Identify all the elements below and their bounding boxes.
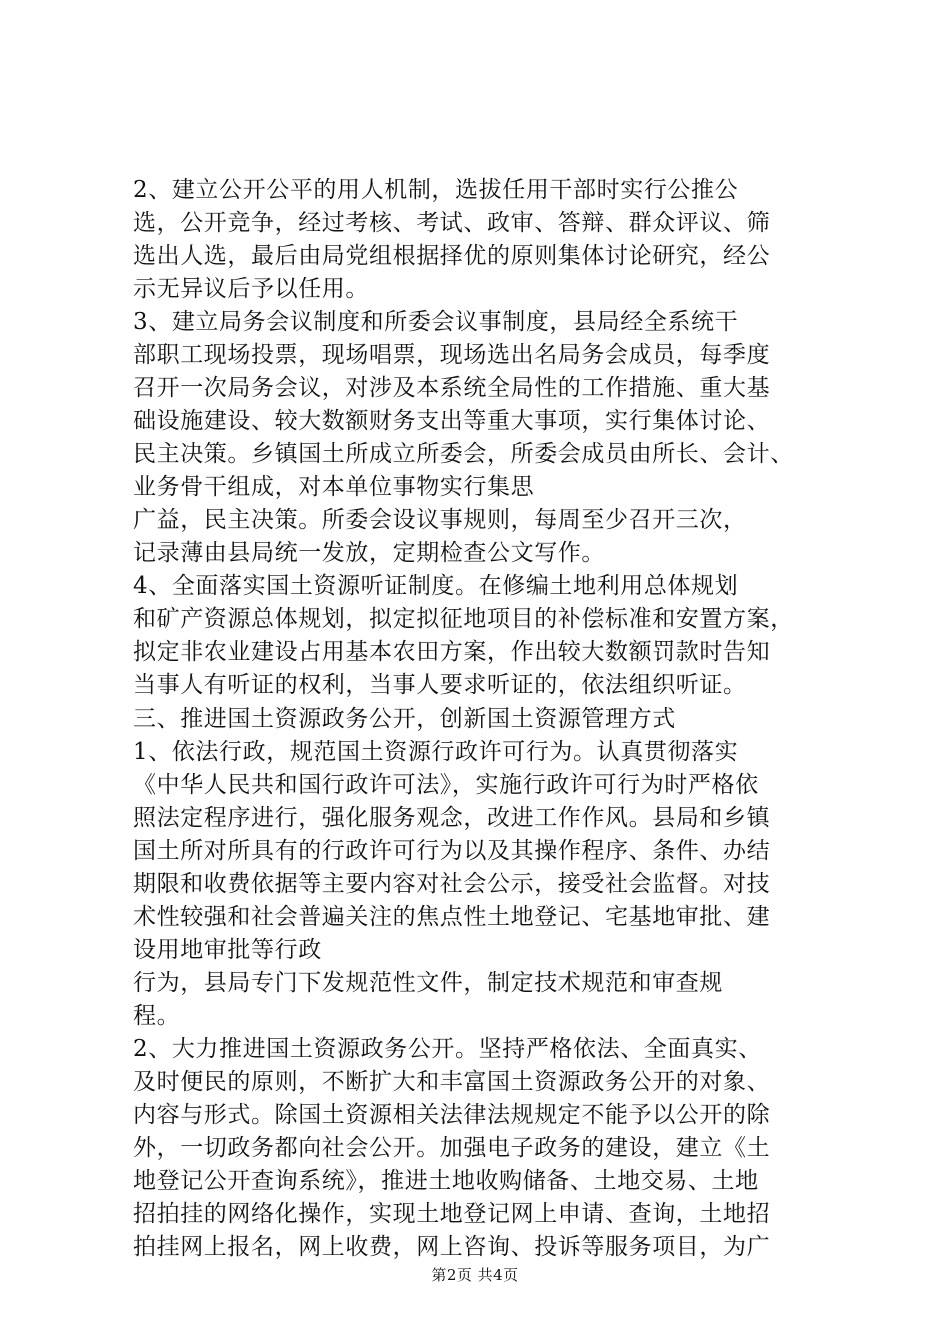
text-line: 部职工现场投票，现场唱票，现场选出名局务会成员，每季度 bbox=[133, 342, 771, 368]
text-line: 3、建立局务会议制度和所委会议事制度，县局经全系统干 bbox=[133, 309, 739, 335]
text-line: 程。 bbox=[133, 1003, 181, 1029]
text-line: 4、全面落实国土资源听证制度。在修编土地利用总体规划 bbox=[133, 573, 739, 599]
text-line: 外，一切政务都向社会公开。加强电子政务的建设，建立《土 bbox=[133, 1135, 771, 1161]
text-line: 期限和收费依据等主要内容对社会公示，接受社会监督。对技 bbox=[133, 871, 771, 897]
text-line: 行为，县局专门下发规范性文件，制定技术规范和审查规 bbox=[133, 970, 723, 996]
text-line: 业务骨干组成，对本单位事物实行集思 bbox=[133, 474, 535, 500]
text-line: 民主决策。乡镇国土所成立所委会，所委会成员由所长、会计、 bbox=[133, 441, 794, 467]
text-line: 国土所对所具有的行政许可行为以及其操作程序、条件、办结 bbox=[133, 838, 771, 864]
text-line: 内容与形式。除国土资源相关法律法规规定不能予以公开的除 bbox=[133, 1102, 771, 1128]
text-line: 设用地审批等行政 bbox=[133, 937, 322, 963]
text-line: 《中华人民共和国行政许可法》，实施行政许可行为时严格依 bbox=[133, 772, 759, 798]
text-line: 术性较强和社会普遍关注的焦点性土地登记、宅基地审批、建 bbox=[133, 904, 771, 930]
text-line: 选出人选，最后由局党组根据择优的原则集体讨论研究，经公 bbox=[133, 243, 771, 269]
text-line: 1、依法行政，规范国土资源行政许可行为。认真贯彻落实 bbox=[133, 739, 739, 765]
text-line: 招拍挂的网络化操作，实现土地登记网上申请、查询，土地招 bbox=[133, 1201, 771, 1227]
text-line: 础设施建设、较大数额财务支出等重大事项，实行集体讨论、 bbox=[133, 408, 771, 434]
text-line: 和矿产资源总体规划，拟定拟征地项目的补偿标准和安置方案， bbox=[133, 606, 794, 632]
text-line: 当事人有听证的权利，当事人要求听证的，依法组织听证。 bbox=[133, 672, 747, 698]
text-line: 选，公开竞争，经过考核、考试、政审、答辩、群众评议、筛 bbox=[133, 210, 771, 236]
text-line: 记录薄由县局统一发放，定期检查公文写作。 bbox=[133, 540, 605, 566]
text-line: 召开一次局务会议，对涉及本系统全局性的工作措施、重大基 bbox=[133, 375, 771, 401]
text-line: 地登记公开查询系统》，推进土地收购储备、土地交易、土地 bbox=[133, 1168, 759, 1194]
text-line: 2、大力推进国土资源政务公开。坚持严格依法、全面真实、 bbox=[133, 1036, 762, 1062]
text-line: 示无异议后予以任用。 bbox=[133, 276, 369, 302]
text-line: 拟定非农业建设占用基本农田方案，作出较大数额罚款时告知 bbox=[133, 639, 771, 665]
text-line: 照法定程序进行，强化服务观念，改进工作作风。县局和乡镇 bbox=[133, 805, 771, 831]
text-line: 及时便民的原则，不断扩大和丰富国土资源政务公开的对象、 bbox=[133, 1069, 771, 1095]
text-line: 2、建立公开公平的用人机制，选拔任用干部时实行公推公 bbox=[133, 177, 739, 203]
page-footer: 第2页 共4页 bbox=[431, 1266, 519, 1284]
section-heading: 三、推进国土资源政务公开，创新国土资源管理方式 bbox=[133, 706, 676, 732]
text-line: 拍挂网上报名，网上收费，网上咨询、投诉等服务项目，为广 bbox=[133, 1234, 771, 1260]
text-line: 广益，民主决策。所委会设议事规则，每周至少召开三次， bbox=[133, 507, 747, 533]
